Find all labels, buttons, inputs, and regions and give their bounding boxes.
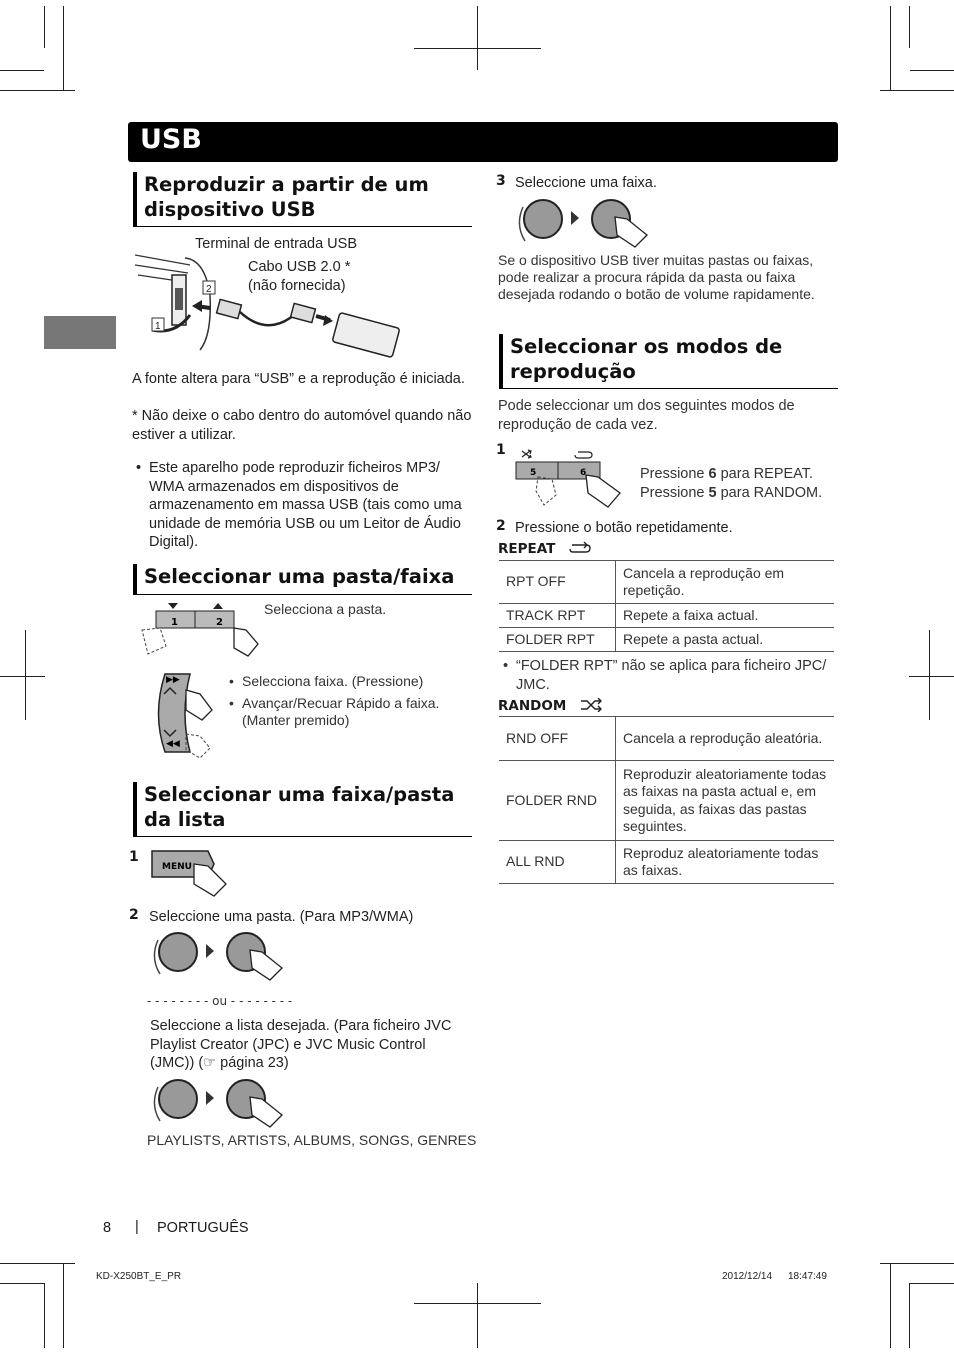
arrow-right-icon (571, 211, 579, 225)
play-modes-intro: Pode seleccionar um dos seguintes modos de reprodução de cada vez. (498, 398, 795, 433)
repeat-icon (568, 541, 594, 555)
press-6-suffix: para REPEAT. (716, 466, 814, 482)
menu-button-label: MENU (162, 862, 192, 872)
mode-name: TRACK RPT (499, 604, 616, 628)
callout-1: 1 (155, 321, 161, 332)
print-time: 18:47:49 (788, 1271, 827, 1282)
menu-button-illustration (150, 846, 230, 900)
page-title: USB (140, 124, 202, 155)
skip-actions-list (226, 673, 466, 729)
random-modes-table (499, 716, 834, 884)
or-divider: - - - - - - - - ou - - - - - - - - (147, 994, 293, 1008)
page-number: 8 (103, 1220, 112, 1236)
mode-description: Cancela a reprodução em repetição. (616, 561, 835, 604)
knob-rotate-illustration-3 (515, 195, 655, 247)
step-2b-number: 2 (496, 518, 506, 534)
hand-icon (586, 475, 620, 507)
list-category-names: PLAYLISTS, ARTISTS, ALBUMS, SONGS, GENRES (147, 1132, 477, 1148)
heading-usb-playback: Reproduzir a partir de um dispositivo USB (133, 172, 472, 227)
random-label: RANDOM (498, 698, 567, 714)
mode-description: Reproduz aleatoriamente todas as faixas. (616, 841, 835, 884)
knob-rotate-illustration (150, 928, 290, 980)
callout-2: 2 (206, 284, 212, 295)
step-1-number: 1 (129, 849, 139, 865)
press-6-instruction (640, 465, 813, 484)
doc-code: KD-X250BT_E_PR (96, 1271, 182, 1282)
table-row (499, 628, 834, 652)
step-2-number: 2 (129, 907, 139, 923)
random-icon (579, 698, 605, 712)
press-6-prefix: Pressione (640, 466, 709, 482)
list-item: • “FOLDER RPT” não se aplica para ficheiro JPC/ JMC. (500, 657, 830, 695)
section-title-bar (128, 122, 838, 162)
footer-language: PORTUGUÊS (157, 1220, 249, 1236)
press-5-instruction (640, 484, 822, 503)
table-row (499, 761, 834, 841)
step-3-number: 3 (496, 173, 506, 189)
mode-description: Reproduzir aleatoriamente todas as faixas na pasta actual e, em seguida, as faixas das pastas seguintes. (616, 761, 835, 841)
mode-name: RND OFF (499, 717, 616, 761)
hand-icon (234, 628, 258, 656)
table-row (499, 841, 834, 884)
arrow-right-icon (206, 944, 214, 958)
mode-name: FOLDER RPT (499, 628, 616, 652)
button-6-label: 6 (580, 468, 587, 478)
heading-folder-track: Seleccionar uma pasta/faixa (133, 564, 472, 595)
hand-icon (613, 213, 653, 249)
repeat-modes-table (499, 560, 834, 652)
button-2-label: 2 (216, 617, 223, 628)
caption-select-folder: Selecciona a pasta. (264, 601, 387, 617)
alt-list-text: Seleccione a lista desejada. (Para ficheiro JVC Playlist Creator (JPC) e JVC Music Control (JMC)) (☞ página 23) (150, 1018, 452, 1071)
repeat-icon (575, 452, 592, 458)
button-1-label: 1 (171, 617, 178, 628)
step-1b-number: 1 (496, 442, 506, 458)
step-3-text: Seleccione uma faixa. (515, 175, 657, 191)
repeat-heading (498, 541, 594, 557)
table-row (499, 604, 834, 628)
heading-play-modes: Seleccionar os modos de reprodução (499, 334, 838, 389)
repeat-label: REPEAT (498, 541, 556, 557)
list-item: • Avançar/Recuar Rápido a faixa. (Manter premido) (226, 695, 466, 729)
random-heading (498, 698, 605, 714)
hand-icon (248, 946, 288, 982)
usb-connection-illustration (130, 240, 402, 368)
hand-icon (186, 690, 212, 720)
table-row (499, 717, 834, 761)
button-5-label: 5 (530, 468, 537, 478)
usb-stick-icon (332, 312, 400, 357)
repeat-random-buttons-illustration (514, 445, 630, 509)
mode-name: FOLDER RND (499, 761, 616, 841)
table-row (499, 561, 834, 604)
mode-description: Repete a pasta actual. (616, 628, 835, 652)
para-cable-warning: * Não deixe o cabo dentro do automóvel quando não estiver a utilizar. (132, 408, 472, 443)
list-item: • Este aparelho pode reproduzir ficheiros MP3/ WMA armazenados em dispositivos de armazenamento em massa USB (tais como uma unidade de memória USB ou um Leitor de Áudio Digital). (133, 459, 473, 552)
footer-separator: | (135, 1219, 139, 1235)
step-2b-text: Pressione o botão repetidamente. (515, 520, 733, 536)
repeat-note-list (500, 657, 830, 695)
mode-description: Cancela a reprodução aleatória. (616, 717, 835, 761)
hand-icon (248, 1093, 288, 1129)
label-not-supplied: (não fornecida) (248, 278, 346, 294)
usb-compat-list (133, 459, 473, 552)
press-5-suffix: para RANDOM. (716, 485, 823, 501)
press-5-prefix: Pressione (640, 485, 709, 501)
mode-description: Repete a faixa actual. (616, 604, 835, 628)
mode-name: RPT OFF (499, 561, 616, 604)
side-tab (44, 316, 116, 349)
step-2-text: Seleccione uma pasta. (Para MP3/WMA) (149, 909, 414, 925)
svg-text:◀◀: ◀◀ (166, 739, 180, 749)
print-date: 2012/12/14 (722, 1271, 773, 1282)
knob-rotate-illustration-2 (150, 1075, 290, 1127)
svg-text:▶▶: ▶▶ (166, 675, 180, 685)
hand-icon (194, 864, 226, 896)
fast-search-note: Se o dispositivo USB tiver muitas pastas ou faixas, pode realizar a procura rápida da pasta ou faixa desejada rodando o botão de volume rapidamente. (498, 252, 815, 302)
para-source-changes: A fonte altera para “USB” e a reprodução é iniciada. (132, 371, 465, 387)
heading-list-select: Seleccionar uma faixa/pasta da lista (133, 782, 472, 837)
list-item: • Selecciona faixa. (Pressione) (226, 673, 466, 690)
random-icon (522, 450, 531, 458)
arrow-right-icon (206, 1091, 214, 1105)
key-5: 5 (708, 485, 717, 501)
mode-name: ALL RND (499, 841, 616, 884)
track-skip-illustration (150, 668, 222, 760)
folder-buttons-illustration (136, 600, 264, 660)
key-6: 6 (708, 466, 717, 482)
label-usb-terminal: Terminal de entrada USB (195, 236, 357, 252)
label-usb-cable: Cabo USB 2.0 * (248, 259, 351, 275)
